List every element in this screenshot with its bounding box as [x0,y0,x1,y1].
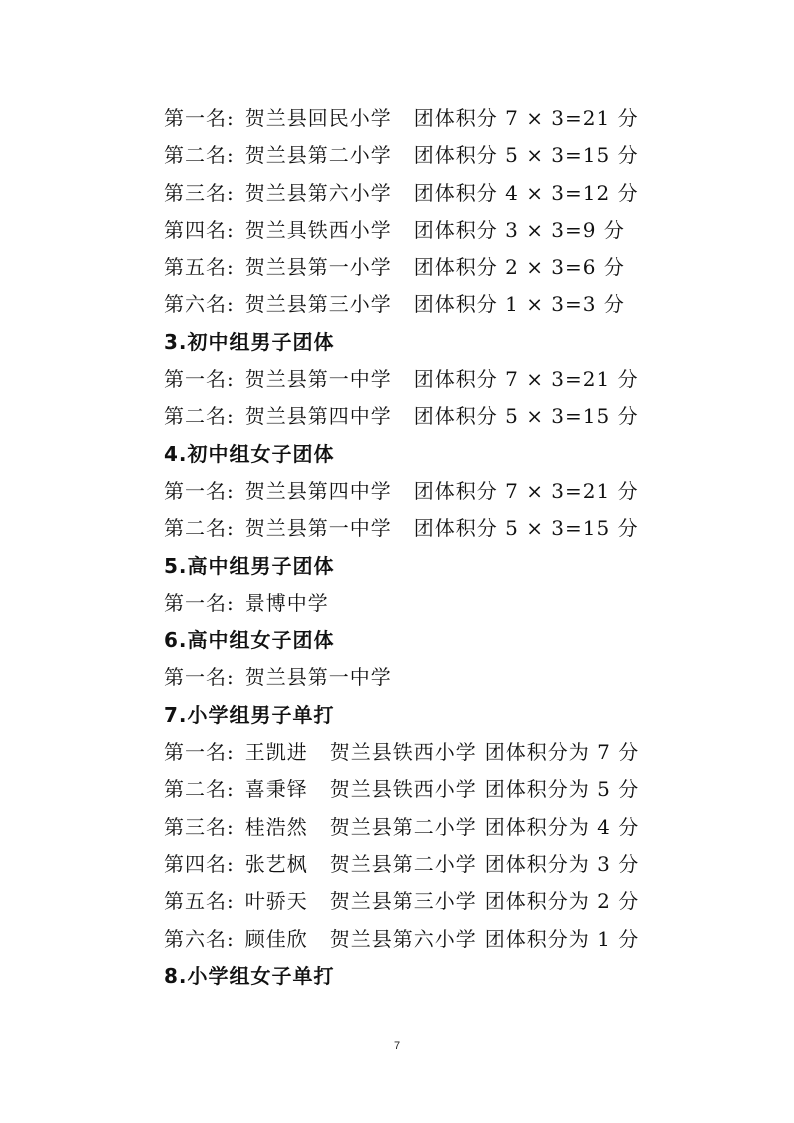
score-text: 团体积分 2 × 3=6 分 [413,255,625,280]
school-name: 贺兰县铁西小学 [329,740,477,765]
score-text: 团体积分 3 × 3=9 分 [413,217,625,242]
result-row [164,175,704,212]
result-row [164,286,704,323]
player-name: 王凯进 [244,740,308,765]
result-row [164,809,704,846]
section-heading: 7.小学组男子单打 [164,702,335,727]
rank-label: 第四名: [164,217,235,242]
score-text: 团体积分为 7 分 [484,740,640,765]
school-name: 贺兰县第三小学 [244,292,392,317]
player-name: 桂浩然 [244,814,308,839]
score-text: 团体积分 1 × 3=3 分 [413,292,625,317]
school-name: 贺兰县回民小学 [244,106,392,130]
result-row [164,846,704,883]
section-heading: 8.小学组女子单打 [164,963,335,988]
result-row [164,883,704,920]
school-name: 贺兰县第三小学 [329,889,477,914]
school-name: 贺兰县铁西小学 [329,777,477,802]
rank-label: 第一名: [164,590,235,615]
rank-label: 第一名: [164,367,235,392]
rank-label: 第一名: [164,478,235,503]
result-row [164,137,704,174]
player-name: 顾佳欣 [244,926,308,951]
result-row [164,585,704,622]
school-name: 景博中学 [244,590,329,615]
rank-label: 第二名: [164,143,235,168]
school-name: 贺兰县第二小学 [329,814,477,839]
score-text: 团体积分 7 × 3=21 分 [413,367,639,392]
school-name: 贺兰具铁西小学 [244,217,392,242]
result-row [164,473,704,510]
rank-label: 第五名: [164,889,235,914]
rank-label: 第六名: [164,292,235,317]
rank-label: 第三名: [164,180,235,205]
score-text: 团体积分 7 × 3=21 分 [413,106,639,130]
rank-label: 第一名: [164,106,235,130]
player-name: 张艺枫 [244,851,308,876]
score-text: 团体积分为 4 分 [484,814,640,839]
page-number: 7 [393,1040,401,1052]
result-row [164,100,704,137]
player-name: 喜秉铎 [244,777,308,802]
rank-label: 第三名: [164,814,235,839]
rank-label: 第五名: [164,255,235,280]
score-text: 团体积分为 2 分 [484,889,640,914]
school-name: 贺兰县第二小学 [329,851,477,876]
rank-label: 第六名: [164,926,235,951]
result-row [164,398,704,435]
player-name: 叶骄天 [244,889,308,914]
section-heading: 6.高中组女子团体 [164,628,335,653]
rank-label: 第二名: [164,516,235,541]
score-text: 团体积分 5 × 3=15 分 [413,143,639,168]
school-name: 贺兰县第二小学 [244,143,392,168]
school-name: 贺兰县第一中学 [244,516,392,541]
score-text: 团体积分为 1 分 [484,926,640,951]
rank-label: 第二名: [164,404,235,429]
result-row [164,249,704,286]
school-name: 贺兰县第一中学 [244,367,392,392]
result-row [164,212,704,249]
result-row [164,921,704,958]
school-name: 贺兰县第四中学 [244,478,392,503]
score-text: 团体积分 7 × 3=21 分 [413,478,639,503]
result-row [164,361,704,398]
result-row [164,771,704,808]
result-row [164,734,704,771]
rank-label: 第一名: [164,740,235,765]
school-name: 贺兰县第一小学 [244,255,392,280]
score-text: 团体积分为 3 分 [484,851,640,876]
school-name: 贺兰县第一中学 [244,665,392,690]
rank-label: 第二名: [164,777,235,802]
score-text: 团体积分 4 × 3=12 分 [413,180,639,205]
rank-label: 第四名: [164,851,235,876]
result-row [164,659,704,696]
school-name: 贺兰县第六小学 [244,180,392,205]
rank-label: 第一名: [164,665,235,690]
section-heading: 4.初中组女子团体 [164,441,335,466]
score-text: 团体积分 5 × 3=15 分 [413,516,639,541]
score-text: 团体积分为 5 分 [484,777,640,802]
results-list [164,100,704,995]
school-name: 贺兰县第四中学 [244,404,392,429]
section-heading: 3.初中组男子团体 [164,329,335,354]
section-heading: 5.高中组男子团体 [164,553,335,578]
score-text: 团体积分 5 × 3=15 分 [413,404,639,429]
school-name: 贺兰县第六小学 [329,926,477,951]
result-row [164,510,704,547]
